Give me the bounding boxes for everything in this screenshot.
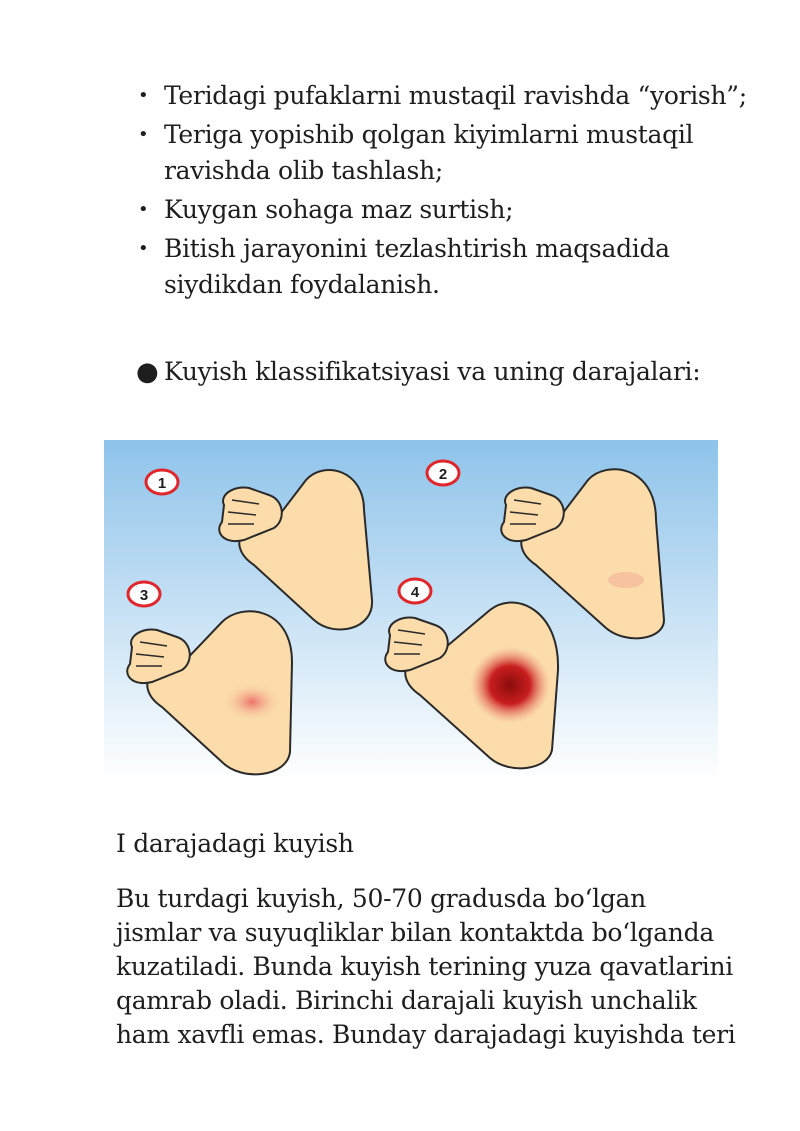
- bullet-icon: •: [138, 124, 149, 145]
- badge-label: 3: [139, 587, 149, 604]
- badge-4: [399, 579, 431, 603]
- badge-2: [427, 461, 459, 485]
- badge-1: [146, 470, 178, 494]
- list-item: • Kuygan sohaga maz surtish;: [136, 192, 756, 228]
- bullet-icon: •: [138, 199, 149, 220]
- badge-label: 4: [410, 584, 420, 601]
- bullet-icon: •: [138, 238, 149, 259]
- list-item: • Teridagi pufaklarni mustaqil ravishda “yorish”;: [136, 78, 756, 114]
- list-item: • Teriga yopishib qolgan kiyimlarni mustaqil ravishda olib tashlash;: [136, 117, 756, 189]
- bullet-icon: •: [138, 85, 149, 106]
- body-paragraph: Bu turdagi kuyish, 50-70 gradusda bo‘lgan jismlar va suyuqliklar bilan kontaktda bo‘lganda kuzatiladi. Bunda kuyish terining yuza qavatlarini qamrab oladi. Birinchi darajali kuyish unchalik ham xavfli emas. Bunday darajadagi kuyishda teri: [116, 884, 736, 1049]
- badge-label: 2: [438, 466, 448, 483]
- burn-degrees-illustration: [104, 440, 718, 781]
- bullet-icon: ●: [136, 357, 159, 387]
- badge-label: 1: [157, 475, 167, 492]
- list-item: • Bitish jarayonini tezlashtirish maqsadida siydikdan foydalanish.: [136, 231, 756, 303]
- precautions-list: [136, 78, 756, 306]
- section-heading: ● Kuyish klassifikatsiyasi va uning darajalari:: [136, 354, 700, 390]
- badge-3: [128, 582, 160, 606]
- burn-degree-title: I darajadagi kuyish: [116, 829, 354, 858]
